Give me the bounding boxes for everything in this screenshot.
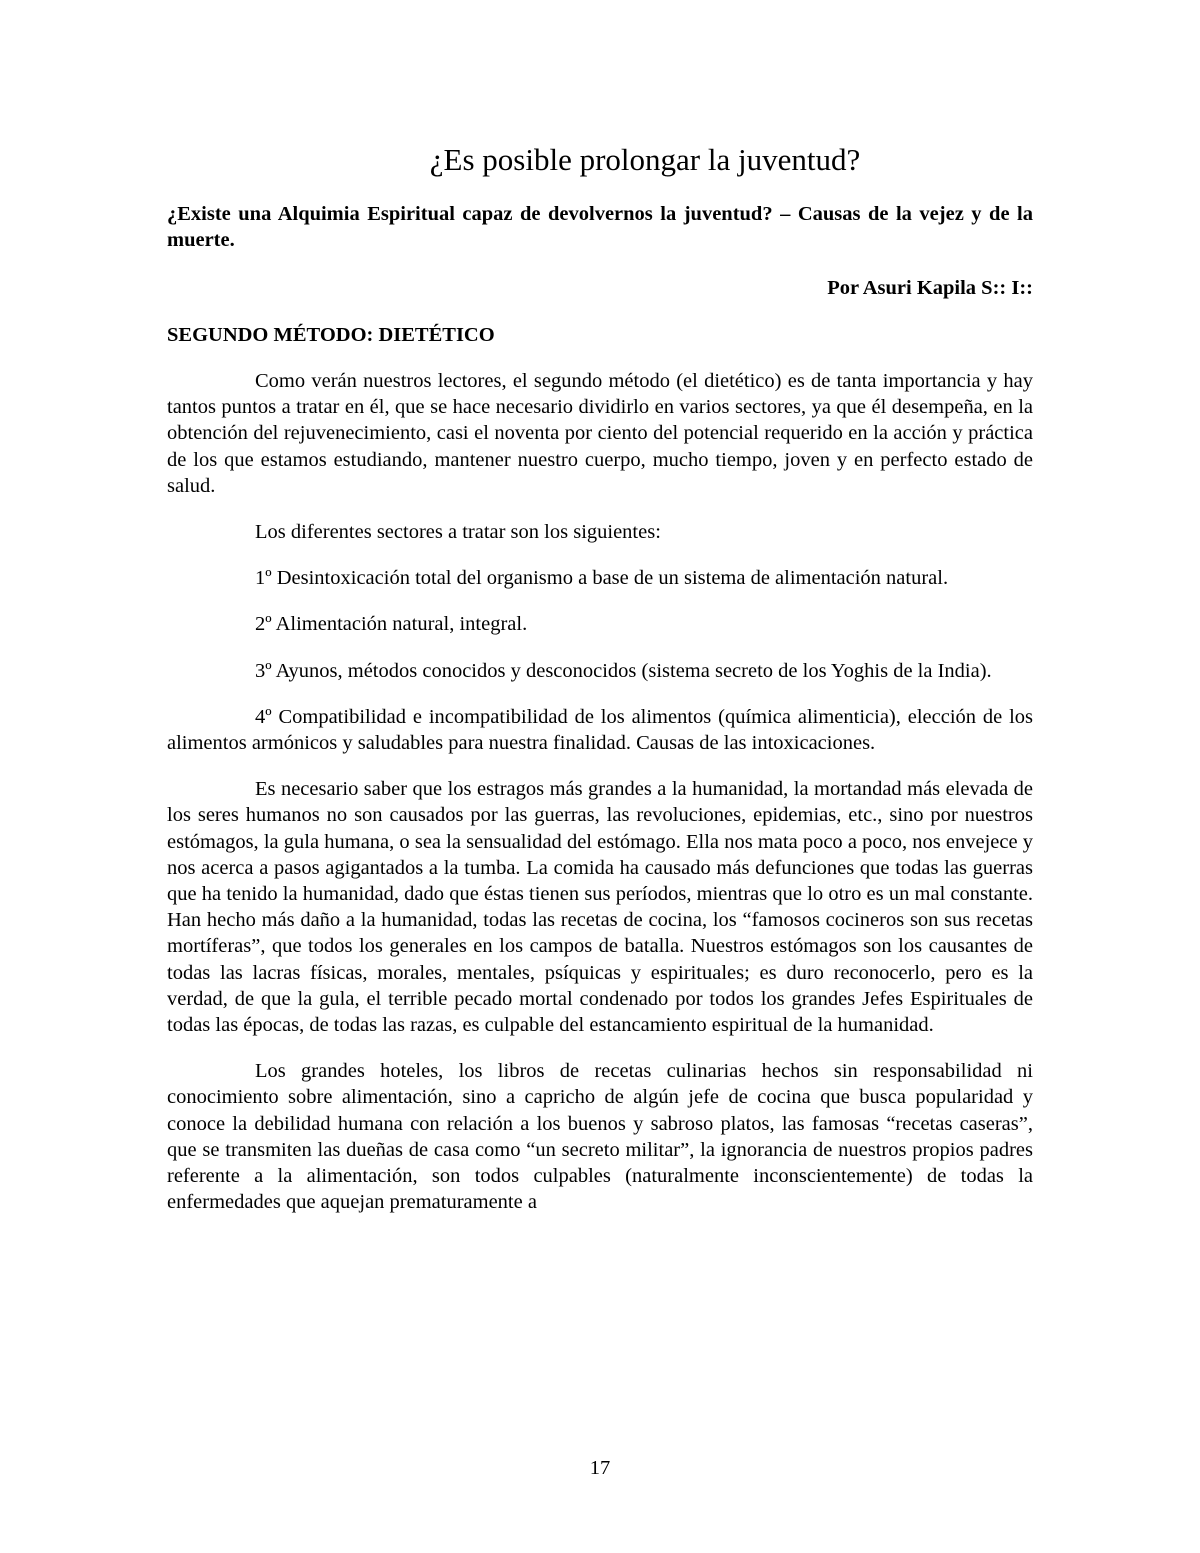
list-item-4: 4º Compatibilidad e incompatibilidad de los alimentos (química alimenticia), elección de los alimentos armónicos y saludables para nuestra finalidad. Causas de las intoxicaciones. [167,705,1033,755]
paragraph-3: Es necesario saber que los estragos más grandes a la humanidad, la mortandad más elevada de los seres humanos no son causados por las guerras, las revoluciones, epidemias, etc., sino por nuestros estómagos, la gula humana, o sea la sensualidad del estómago. Ella nos mata poco a poco, nos envejece y nos acerca a pasos agigantados a la tumba. La comida ha causado más defunciones que todas las guerras que ha tenido la humanidad, dado que éstas tienen sus períodos, mientras que lo otro es un mal constante. Han hecho más daño a la humanidad, todas las recetas de cocina, los “famosos cocineros son sus recetas mortíferas”, que todos los generales en los campos de batalla. Nuestros estómagos son los causantes de todas las lacras físicas, morales, mentales, psíquicas y espirituales; es duro reconocerlo, pero es la verdad, de que la gula, el terrible pecado mortal condenado por todos los grandes Jefes Espirituales de todas las épocas, de todas las razas, es culpable del estancamiento espiritual de la humanidad. [167,778,1033,1037]
paragraph-2: Los diferentes sectores a tratar son los siguientes: [255,521,661,544]
list-item-2: 2º Alimentación natural, integral. [255,613,528,636]
section-heading: SEGUNDO MÉTODO: DIETÉTICO [167,324,495,346]
document-title: ¿Es posible prolongar la juventud? [429,142,861,177]
list-item-3: 3º Ayunos, métodos conocidos y desconocidos (sistema secreto de los Yoghis de la India). [255,659,992,682]
author-line: Por Asuri Kapila S:: I:: [827,277,1033,299]
document-subtitle: ¿Existe una Alquimia Espiritual capaz de devolvernos la juventud? – Causas de la vejez y de la muerte. [167,203,1033,251]
list-item-1: 1º Desintoxicación total del organismo a base de un sistema de alimentación natural. [255,567,949,590]
document-body [167,368,1033,1235]
page-number: 17 [589,1457,611,1479]
paragraph-1: Como verán nuestros lectores, el segundo método (el dietético) es de tanta importancia y hay tantos puntos a tratar en él, que se hace necesario dividirlo en varios sectores, ya que él desempeña, en la obtención del rejuvenecimiento, casi el noventa por ciento del potencial requerido en la acción y práctica de los que estamos estudiando, mantener nuestro cuerpo, mucho tiempo, joven y en perfecto estado de salud. [167,370,1033,497]
paragraph-4: Los grandes hoteles, los libros de recetas culinarias hechos sin responsabilidad ni conocimiento sobre alimentación, sino a capricho de algún jefe de cocina que busca popularidad y conoce la debilidad humana con relación a los buenos y sabroso platos, las famosas “recetas caseras”, que se transmiten las dueñas de casa como “un secreto militar”, la ignorancia de nuestros propios padres referente a la alimentación, son todos culpables (naturalmente inconscientemente) de todas la enfermedades que aquejan prematuramente a [167,1060,1033,1214]
